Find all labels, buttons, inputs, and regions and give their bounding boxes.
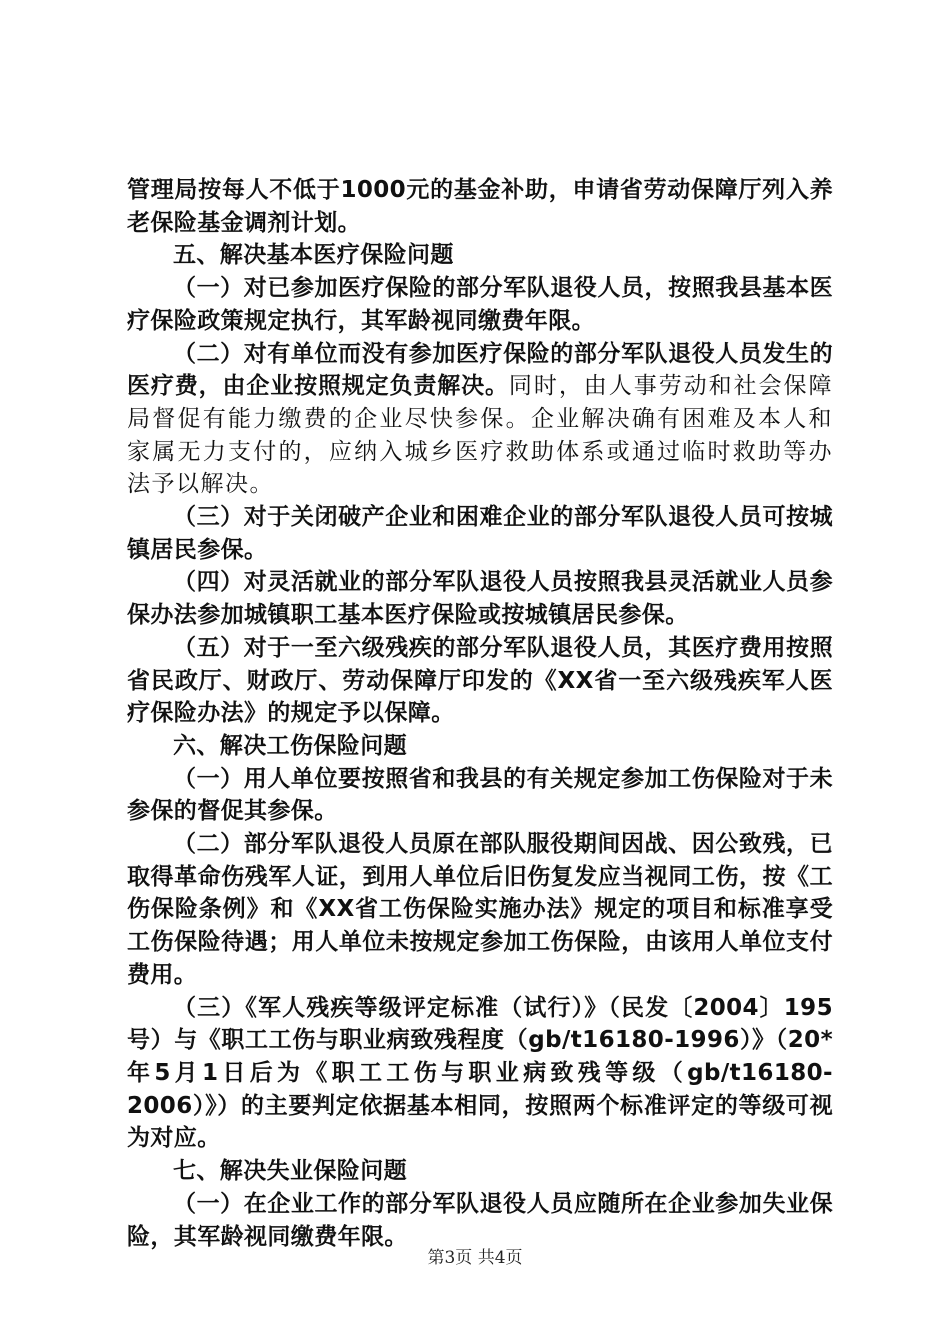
paragraph-medical-3: （三）对于关闭破产企业和困难企业的部分军队退役人员可按城镇居民参保。 xyxy=(127,504,833,563)
paragraph-injury-2: （二）部分军队退役人员原在部队服役期间因战、因公致残，已取得革命伤残军人证，到用人单位后旧伤复发应当视同工伤，按《工伤保险条例》和《XX省工伤保险实施办法》规定的项目和标准享受工伤保险待遇；用人单位未按规定参加工伤保险，由该用人单位支付费用。 xyxy=(127,831,833,988)
paragraph-medical-2-part-2: 同时，由人事劳动和社会保障局督促有能力缴费的企业尽快参保。企业解决确有困难及本人和家属无力支付的，应纳入城乡医疗救助体系或通过临时救助等办法予以解决。 xyxy=(127,373,834,498)
paragraph-injury-1: （一）用人单位要按照省和我县的有关规定参加工伤保险对于未参保的督促其参保。 xyxy=(127,765,833,825)
paragraph-medical-5: （五）对于一至六级残疾的部分军队退役人员，其医疗费用按照省民政厅、财政厅、劳动保障厅印发的《XX省一至六级残疾军人医疗保险办法》的规定予以保障。 xyxy=(127,634,833,727)
paragraph-injury-3: （三）《军人残疾等级评定标准（试行）》（民发〔2004〕195号）与《职工工伤与职业病致残程度（gb/t16180-1996）》（20*年5月1日后为《职工工伤与职业病致残等级（gb/t16180-2006）》）的主要判定依据基本相同，按照两个标准评定的等级可视为对应。 xyxy=(127,994,833,1152)
paragraph-medical-1: （一）对已参加医疗保险的部分军队退役人员，按照我县基本医疗保险政策规定执行，其军龄视同缴费年限。 xyxy=(127,275,833,334)
body-text xyxy=(127,174,833,1253)
section-heading-injury: 六、解决工伤保险问题 xyxy=(173,732,407,759)
paragraph-unemployment-1: （一）在企业工作的部分军队退役人员应随所在企业参加失业保险，其军龄视同缴费年限。 xyxy=(127,1190,833,1250)
paragraph-medical-2-part-1: （二）对有单位而没有参加医疗保险的部分军队退役人员发生的医疗费，由企业按照规定负责解决。 xyxy=(127,340,833,400)
section-heading-unemployment: 七、解决失业保险问题 xyxy=(173,1158,407,1185)
paragraph-medical-2 xyxy=(127,338,833,502)
paragraph-pension-continued: 管理局按每人不低于1000元的基金补助，申请省劳动保障厅列入养老保险基金调剂计划。 xyxy=(127,177,833,236)
paragraph-medical-4: （四）对灵活就业的部分军队退役人员按照我县灵活就业人员参保办法参加城镇职工基本医疗保险或按城镇居民参保。 xyxy=(127,569,833,629)
page-number-footer: 第3页 共4页 xyxy=(427,1248,523,1268)
section-heading-medical: 五、解决基本医疗保险问题 xyxy=(173,242,454,269)
